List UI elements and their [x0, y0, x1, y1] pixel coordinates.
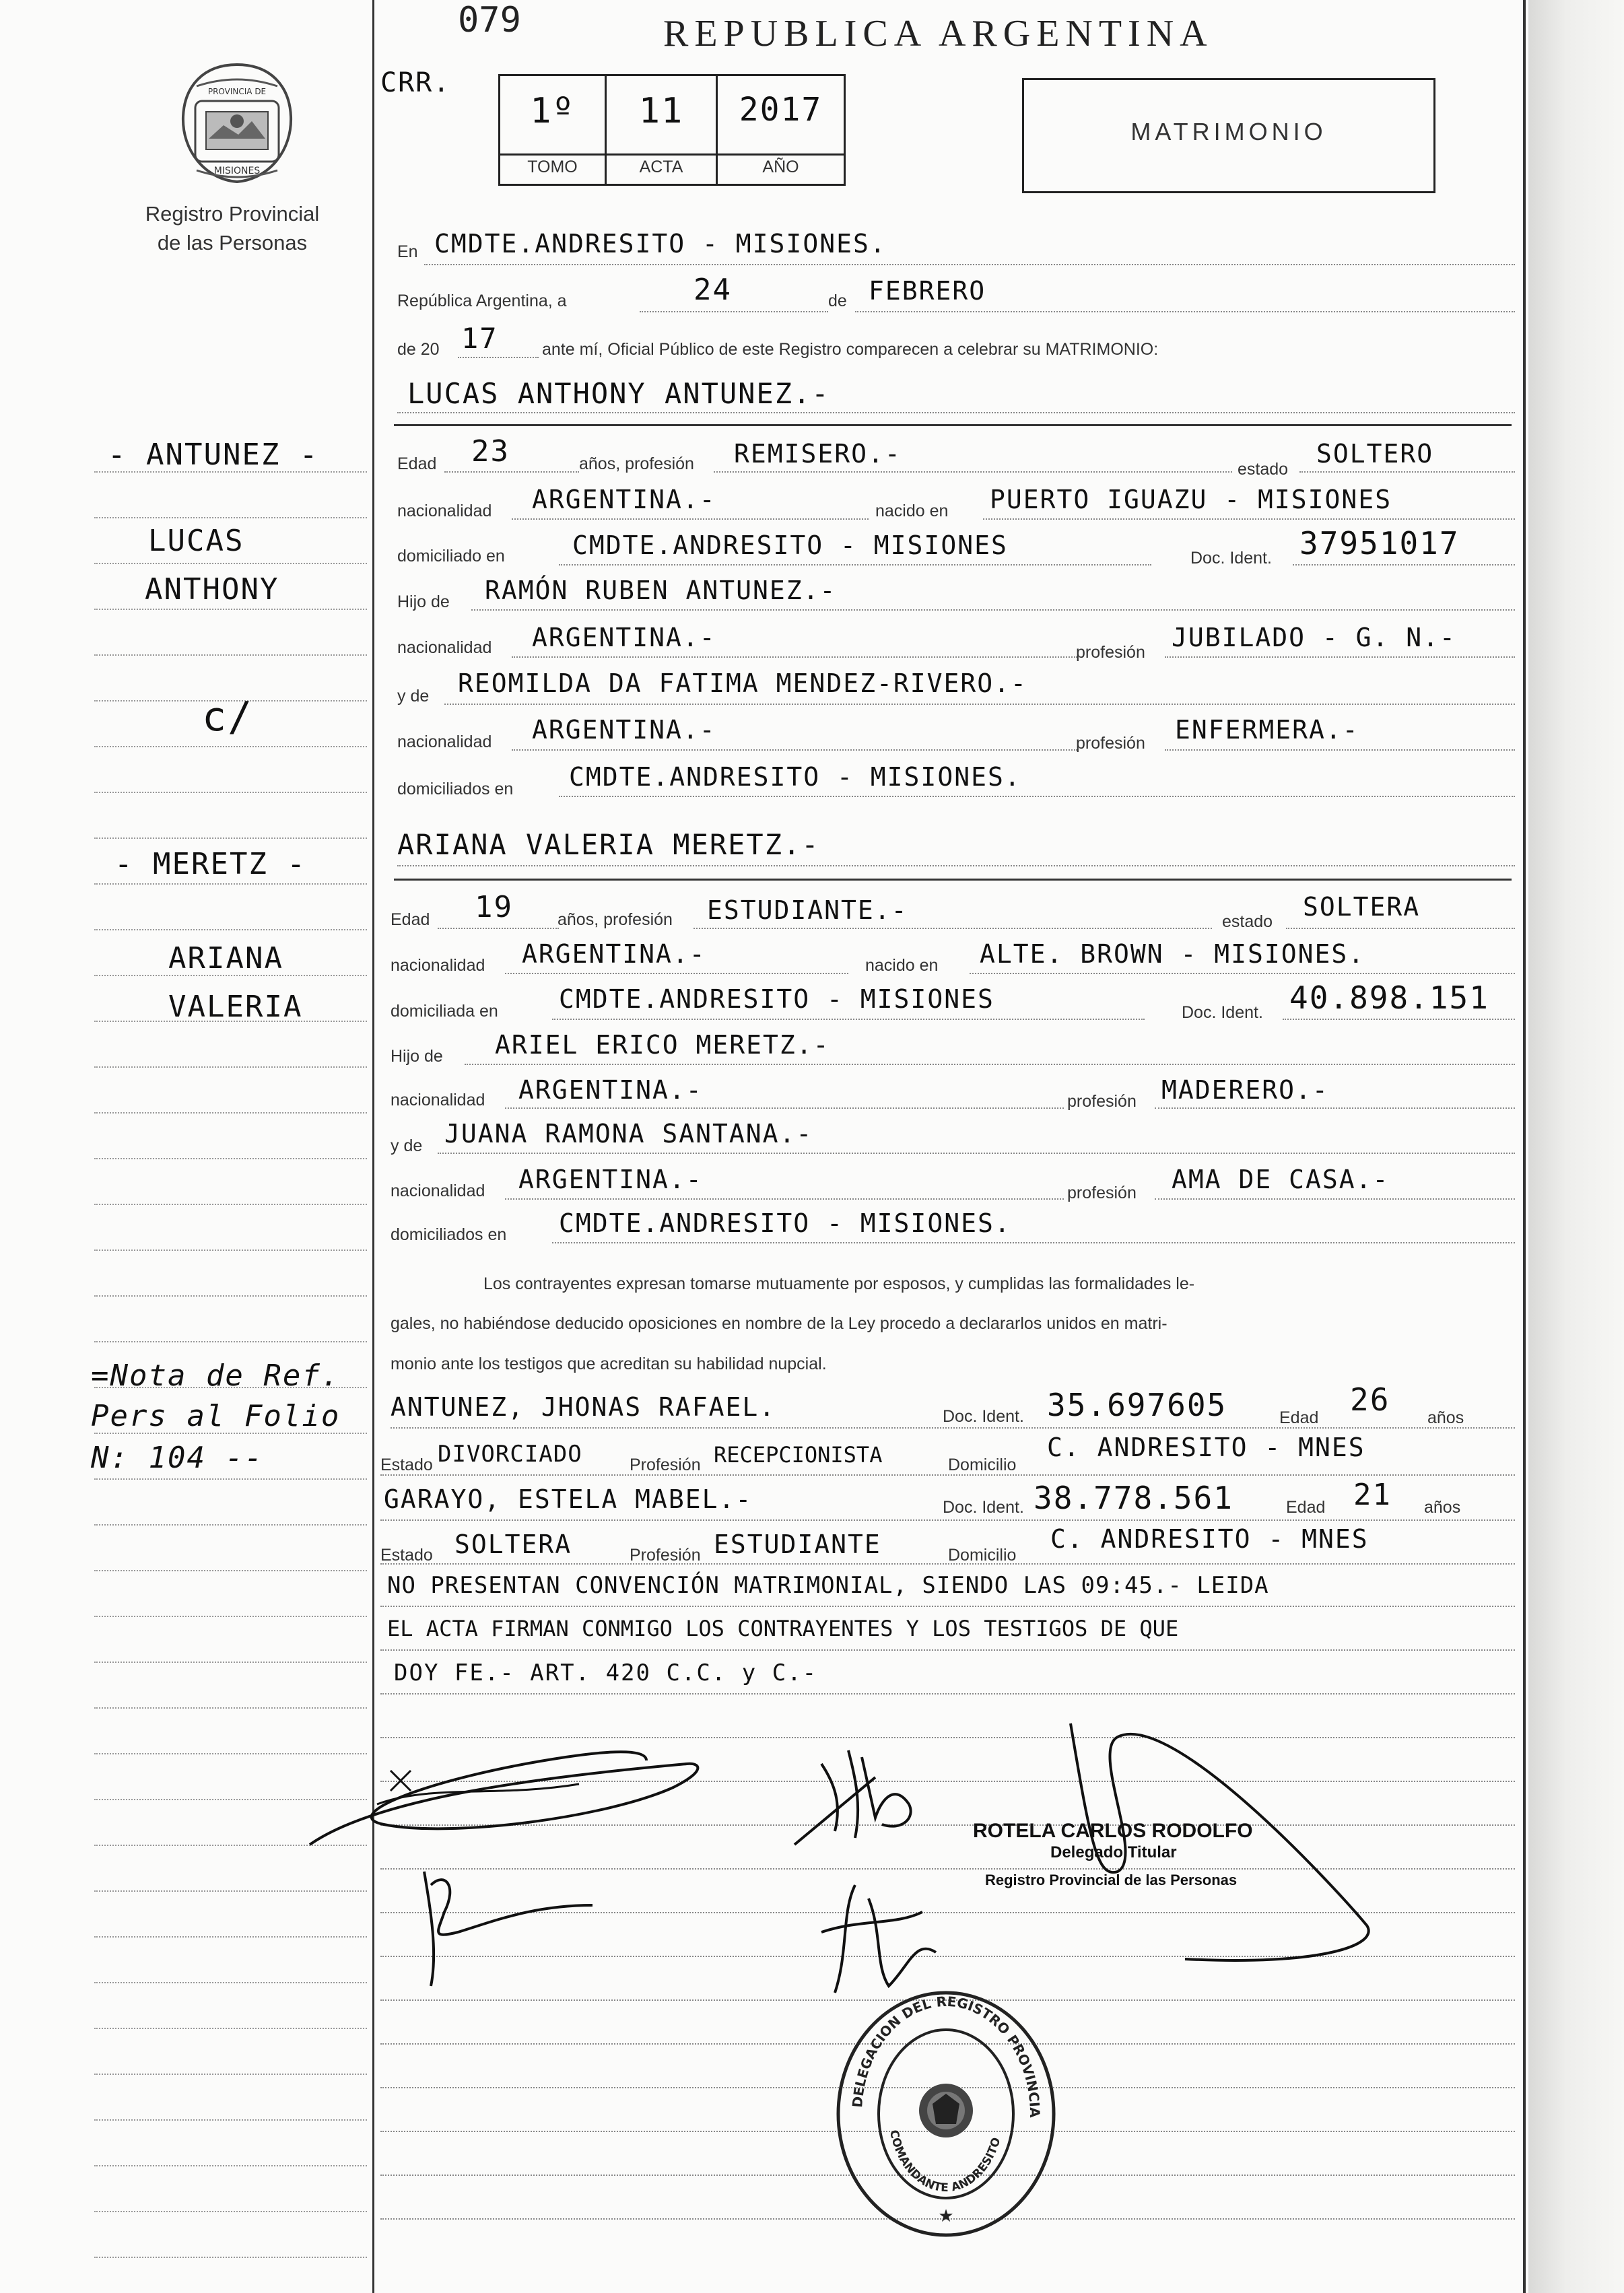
doc-ident-label: Doc. Ident.: [1182, 1003, 1263, 1022]
intro-month: FEBRERO: [869, 276, 986, 306]
margin-conjunction: c/: [202, 693, 254, 741]
nacionalidad-label: nacionalidad: [391, 1182, 485, 1200]
nacionalidad-label: nacionalidad: [397, 732, 492, 751]
estado-label: estado: [1238, 460, 1289, 479]
witness2-domicile: C. ANDRESITO - MNES: [1050, 1524, 1369, 1554]
witness2-status: SOLTERA: [454, 1530, 572, 1559]
groom-full-name: LUCAS ANTHONY ANTUNEZ.-: [407, 377, 830, 410]
domiciliados-en-label: domiciliados en: [397, 780, 514, 798]
bride-nationality: ARGENTINA.-: [522, 939, 706, 969]
witness1-name: ANTUNEZ, JHONAS RAFAEL.: [391, 1392, 776, 1422]
estado-label: Estado: [380, 1456, 433, 1474]
country-title: REPUBLICA ARGENTINA: [663, 13, 1213, 55]
domiciliados-en-label: domiciliados en: [391, 1225, 507, 1244]
groom-age: 23: [471, 434, 510, 469]
intro-day: 24: [693, 273, 732, 307]
nacionalidad-label: nacionalidad: [391, 956, 485, 975]
ano-label: AÑO: [762, 158, 799, 176]
groom-parents-address: CMDTE.ANDRESITO - MISIONES.: [569, 762, 1021, 792]
bride-age: 19: [475, 890, 513, 924]
doc-ident-label: Doc. Ident.: [943, 1407, 1024, 1426]
intro-place: CMDTE.ANDRESITO - MISIONES.: [434, 229, 887, 259]
logo-top-text: PROVINCIA DE: [207, 87, 267, 96]
tomo-acta-ano-box: [498, 74, 846, 186]
witness2-name: GARAYO, ESTELA MABEL.-: [384, 1484, 753, 1514]
margin-groom-surname: - ANTUNEZ -: [108, 438, 319, 472]
profesion-label: Profesión: [630, 1456, 701, 1474]
bride-address: CMDTE.ANDRESITO - MISIONES: [559, 984, 994, 1014]
officer-title: Delegado Titular: [1050, 1843, 1177, 1861]
profesion-label: profesión: [1067, 1092, 1137, 1111]
hijo-de-label: Hijo de: [391, 1047, 443, 1066]
edad-label: Edad: [397, 454, 437, 473]
year-prefix: de 20: [397, 340, 440, 359]
bride-mother-nationality: ARGENTINA.-: [518, 1165, 703, 1194]
y-de-label: y de: [397, 687, 430, 706]
signature-bride: [397, 1858, 619, 1993]
registry-name-line2: de las Personas: [157, 231, 308, 254]
formal-text-line2: gales, no habiéndose deducido oposiciones en nombre de la Ley procedo a declararlos unidos en matri-: [391, 1314, 1168, 1333]
domiciliado-en-label: domiciliado en: [397, 547, 505, 566]
act-type: MATRIMONIO: [1130, 118, 1327, 145]
seal-outer-text: DELEGACION DEL REGISTRO PROVINCIA: [849, 1993, 1044, 2118]
logo-bottom-text: MISIONES: [213, 166, 261, 176]
margin-note-line3: N: 104 --: [91, 1441, 264, 1475]
page-edge-shadow: [1528, 0, 1624, 2293]
tomo-value: 1º: [530, 91, 575, 131]
bride-mother-profession: AMA DE CASA.-: [1172, 1165, 1390, 1194]
groom-birthplace: PUERTO IGUAZU - MISIONES: [990, 485, 1392, 514]
folio-number: 079: [458, 0, 521, 40]
formal-text-line1: Los contrayentes expresan tomarse mutuamente por esposos, y cumplidas las formalidades le-: [483, 1274, 1195, 1293]
bride-father-nationality: ARGENTINA.-: [518, 1075, 703, 1105]
groom-doc: 37951017: [1299, 525, 1460, 561]
domiciliada-en-label: domiciliada en: [391, 1002, 498, 1021]
edad-label: Edad: [391, 910, 430, 929]
officer-org: Registro Provincial de las Personas: [985, 1872, 1238, 1888]
right-border: [1523, 0, 1526, 2293]
crr-mark: CRR.: [380, 67, 451, 98]
notes-line3: DOY FE.- ART. 420 C.C. y C.-: [394, 1659, 818, 1686]
bride-father-profession: MADERERO.-: [1161, 1075, 1329, 1105]
notes-line1: NO PRESENTAN CONVENCIÓN MATRIMONIAL, SIENDO LAS 09:45.- LEIDA: [387, 1572, 1269, 1599]
nacionalidad-label: nacionalidad: [391, 1091, 485, 1109]
bride-doc: 40.898.151: [1289, 980, 1489, 1016]
groom-civil-status: SOLTERO: [1316, 439, 1434, 469]
bride-full-name: ARIANA VALERIA MERETZ.-: [397, 828, 820, 861]
groom-father-nationality: ARGENTINA.-: [532, 623, 716, 652]
official-seal: [832, 1986, 1060, 2242]
bride-profession: ESTUDIANTE.-: [707, 895, 908, 925]
witness2-doc: 38.778.561: [1034, 1480, 1233, 1516]
anos-profesion-label: años, profesión: [557, 910, 673, 929]
formal-text-line3: monio ante los testigos que acreditan su habilidad nupcial.: [391, 1355, 827, 1373]
estado-label: Estado: [380, 1546, 433, 1565]
profesion-label: profesión: [1067, 1184, 1137, 1202]
estado-label: estado: [1222, 912, 1273, 931]
domicilio-label: Domicilio: [948, 1546, 1017, 1565]
acta-label: ACTA: [639, 158, 683, 176]
bride-father: ARIEL ERICO MERETZ.-: [495, 1030, 830, 1060]
margin-note-line2: Pers al Folio: [91, 1399, 341, 1433]
profesion-label: profesión: [1076, 734, 1145, 753]
nacido-en-label: nacido en: [875, 502, 949, 520]
groom-address: CMDTE.ANDRESITO - MISIONES: [572, 531, 1008, 560]
witness1-status: DIVORCIADO: [438, 1441, 582, 1468]
groom-father: RAMÓN RUBEN ANTUNEZ.-: [485, 576, 837, 605]
signature-witness1: [781, 1737, 936, 1851]
groom-nationality: ARGENTINA.-: [532, 485, 716, 514]
registry-name-line1: Registro Provincial: [145, 202, 320, 226]
witness2-profession: ESTUDIANTE: [714, 1530, 881, 1559]
doc-ident-label: Doc. Ident.: [1190, 549, 1272, 568]
act-type-box: [1022, 78, 1435, 193]
witness1-domicile: C. ANDRESITO - MNES: [1047, 1433, 1365, 1462]
de-label: de: [828, 292, 847, 310]
nacido-en-label: nacido en: [865, 956, 939, 975]
profesion-label: profesión: [1076, 643, 1145, 662]
intro-year-suffix: 17: [461, 322, 498, 355]
margin-rule: [372, 0, 374, 2293]
doc-ident-label: Doc. Ident.: [943, 1498, 1024, 1517]
acta-value: 11: [638, 91, 684, 131]
hijo-de-label: Hijo de: [397, 592, 450, 611]
margin-note-line1: =Nota de Ref.: [91, 1359, 341, 1393]
edad-label: Edad: [1286, 1498, 1326, 1517]
groom-father-profession: JUBILADO - G. N.-: [1172, 623, 1456, 652]
witness1-profession: RECEPCIONISTA: [714, 1442, 883, 1468]
bride-mother: JUANA RAMONA SANTANA.-: [444, 1119, 813, 1149]
signature-witness2: [808, 1872, 956, 1999]
seal-inner-text: COMANDANTE ANDRESITO: [887, 2129, 1004, 2195]
margin-groom-name1: LUCAS: [148, 524, 244, 558]
profesion-label: Profesión: [630, 1546, 701, 1565]
margin-bride-name1: ARIANA: [168, 941, 283, 976]
anos-label: años: [1427, 1408, 1464, 1427]
y-de-label: y de: [391, 1136, 423, 1155]
witness1-doc: 35.697605: [1047, 1387, 1227, 1423]
witness1-age: 26: [1350, 1381, 1390, 1418]
groom-mother-nationality: ARGENTINA.-: [532, 715, 716, 745]
en-label: En: [397, 242, 418, 261]
anos-label: años: [1424, 1498, 1461, 1517]
bride-birthplace: ALTE. BROWN - MISIONES.: [980, 939, 1365, 969]
signature-groom: [296, 1723, 714, 1858]
anos-profesion-label: años, profesión: [579, 454, 694, 473]
margin-bride-name2: VALERIA: [168, 990, 303, 1024]
margin-bride-surname: - MERETZ -: [114, 847, 306, 881]
groom-mother: REOMILDA DA FATIMA MENDEZ-RIVERO.-: [458, 669, 1027, 698]
domicilio-label: Domicilio: [948, 1456, 1017, 1474]
nacionalidad-label: nacionalidad: [397, 638, 492, 657]
republica-label: República Argentina, a: [397, 292, 567, 310]
edad-label: Edad: [1279, 1408, 1319, 1427]
nacionalidad-label: nacionalidad: [397, 502, 492, 520]
ano-value: 2017: [739, 91, 823, 129]
province-logo: [176, 59, 298, 187]
margin-groom-name2: ANTHONY: [145, 572, 279, 607]
witness2-age: 21: [1353, 1478, 1392, 1512]
groom-mother-profession: ENFERMERA.-: [1175, 715, 1359, 745]
notes-line2: EL ACTA FIRMAN CONMIGO LOS CONTRAYENTES Y LOS TESTIGOS DE QUE: [387, 1616, 1179, 1641]
intro-statement: ante mí, Oficial Público de este Registro comparecen a celebrar su MATRIMONIO:: [542, 340, 1159, 359]
groom-profession: REMISERO.-: [734, 439, 902, 469]
tomo-label: TOMO: [527, 158, 578, 176]
svg-text:★: ★: [938, 2206, 954, 2226]
bride-civil-status: SOLTERA: [1303, 892, 1421, 922]
bride-parents-address: CMDTE.ANDRESITO - MISIONES.: [559, 1208, 1011, 1238]
officer-name: ROTELA CARLOS RODOLFO: [973, 1820, 1253, 1842]
